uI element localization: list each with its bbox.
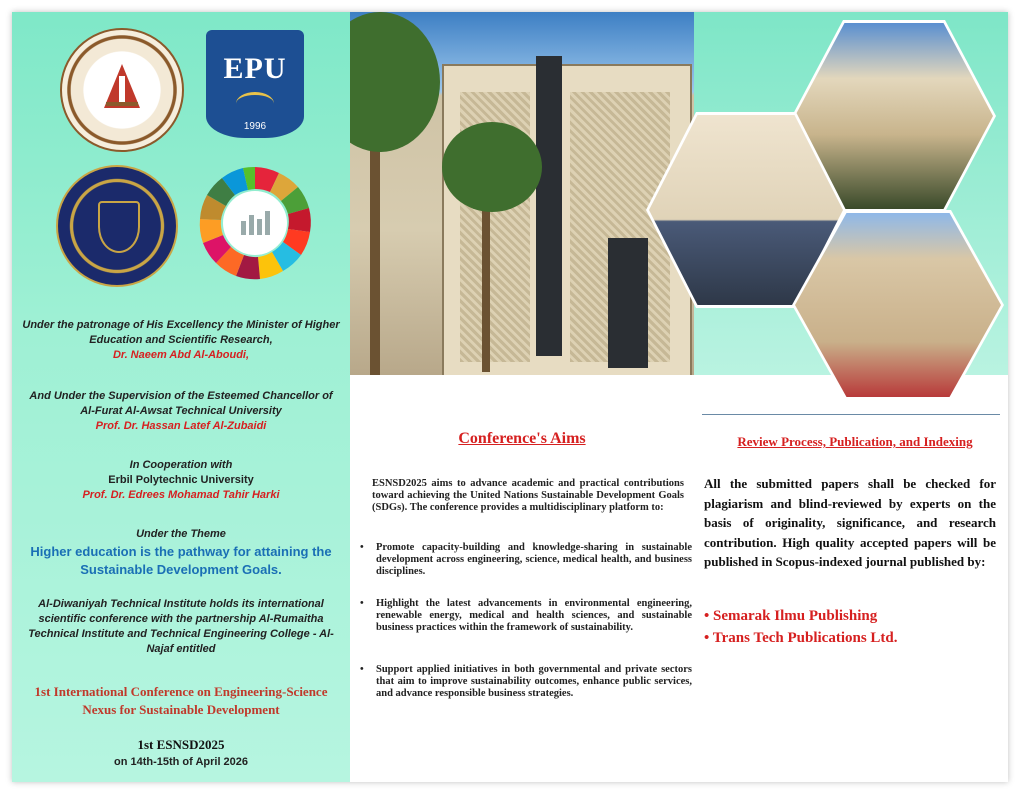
aims-heading: Conference's Aims [458,430,586,447]
acronym-text: ESNSD2025 [153,737,225,752]
aims-bullet-text: Support applied initiatives in both governmental and private sectors that aim to improve sustainability outcomes, enhance public services, and advance responsible business strategies. [376,664,692,699]
supervision-text [22,389,340,434]
conference-title [22,683,340,719]
conference-date: on 14th-15th of April 2026 [113,756,249,768]
aims-bullet-text: Promote capacity-building and knowledge-sharing in sustainable development across engineering, science, medical health, and business disciplines. [376,542,692,577]
chancellor-name: Prof. Dr. Hassan Latef Al-Zubaidi [95,420,267,432]
palm-tree [350,12,440,152]
publisher-name: Semarak Ilmu Publishing [713,608,878,624]
shield-icon [98,201,140,253]
epu-logo [206,30,304,138]
conference-acronym [22,737,340,753]
bullet-icon: • [360,598,364,609]
conference-title-text: International Conference on Engineering-Science Nexus for Sustainable Development [50,684,328,717]
hex-photo-panel [694,12,1008,375]
left-column [12,12,350,782]
theme-label: Under the Theme [136,528,226,540]
theme-text: Higher education is the pathway for attaining the Sustainable Development Goals. [30,544,332,577]
gear-icon [236,92,274,115]
technical-university-logo [56,165,178,287]
palm-trunk [370,132,380,375]
cooperation-person: Prof. Dr. Edrees Mohamad Tahir Harki [82,489,280,501]
sdg-wheel-logo [196,164,314,282]
publisher-item [704,608,877,625]
bullet-icon: • [704,608,714,624]
review-heading: Review Process, Publication, and Indexing [737,434,973,449]
epu-logo-text: EPU [223,52,287,85]
review-text: All the submitted papers shall be checked for plagiarism and blind-reviewed by experts on the basis of originality, significance, and research contribution. High quality accepted papers will be published in Scopus-indexed journal published by: [704,476,996,569]
ministry-logo [60,28,184,152]
bullet-icon: • [360,664,364,675]
entrance-door [608,238,648,368]
brochure-page [12,12,1008,782]
host-text: Al-Diwaniyah Technical Institute holds its international scientific conference with the partnership Al-Rumaitha Technical Institute and Technical Engineering College - Al-Najaf entitled [28,598,334,655]
patronage-text [22,318,340,363]
patronage-line: Under the patronage of His Excellency the Minister of Higher Education and Scientific Research, [22,319,340,346]
aims-bullet-text: Highlight the latest advancements in environmental engineering, renewable energy, medical and health sciences, and sustainable business practices within the framework of sustainability. [376,598,692,633]
aims-intro: ESNSD2025 aims to advance academic and practical contributions toward achieving the United Nations Sustainable Development Goals (SDGs). The conference provides a multidisciplinary platform to: [372,478,684,513]
epu-logo-year: 1996 [243,121,267,132]
cooperation-org: Erbil Polytechnic University [108,474,254,486]
supervision-line: And Under the Supervision of the Esteemed Chancellor of Al-Furat Al-Awsat Technical University [29,390,333,417]
publisher-name: Trans Tech Publications Ltd. [712,630,898,646]
bullet-icon: • [360,542,364,553]
main-building-photo [350,12,694,375]
publisher-item [704,630,898,647]
minister-name: Dr. Naeem Abd Al-Aboudi, [112,349,250,361]
entrance-column [536,56,562,356]
cooperation-label: In Cooperation with [129,459,233,471]
conference-ordinal: 1st [34,684,51,699]
acronym-ordinal: 1st [137,737,154,752]
bullet-icon: • [704,630,713,646]
section-divider [702,414,1000,415]
palm-tree [442,122,542,212]
cooperation-text [22,458,340,503]
